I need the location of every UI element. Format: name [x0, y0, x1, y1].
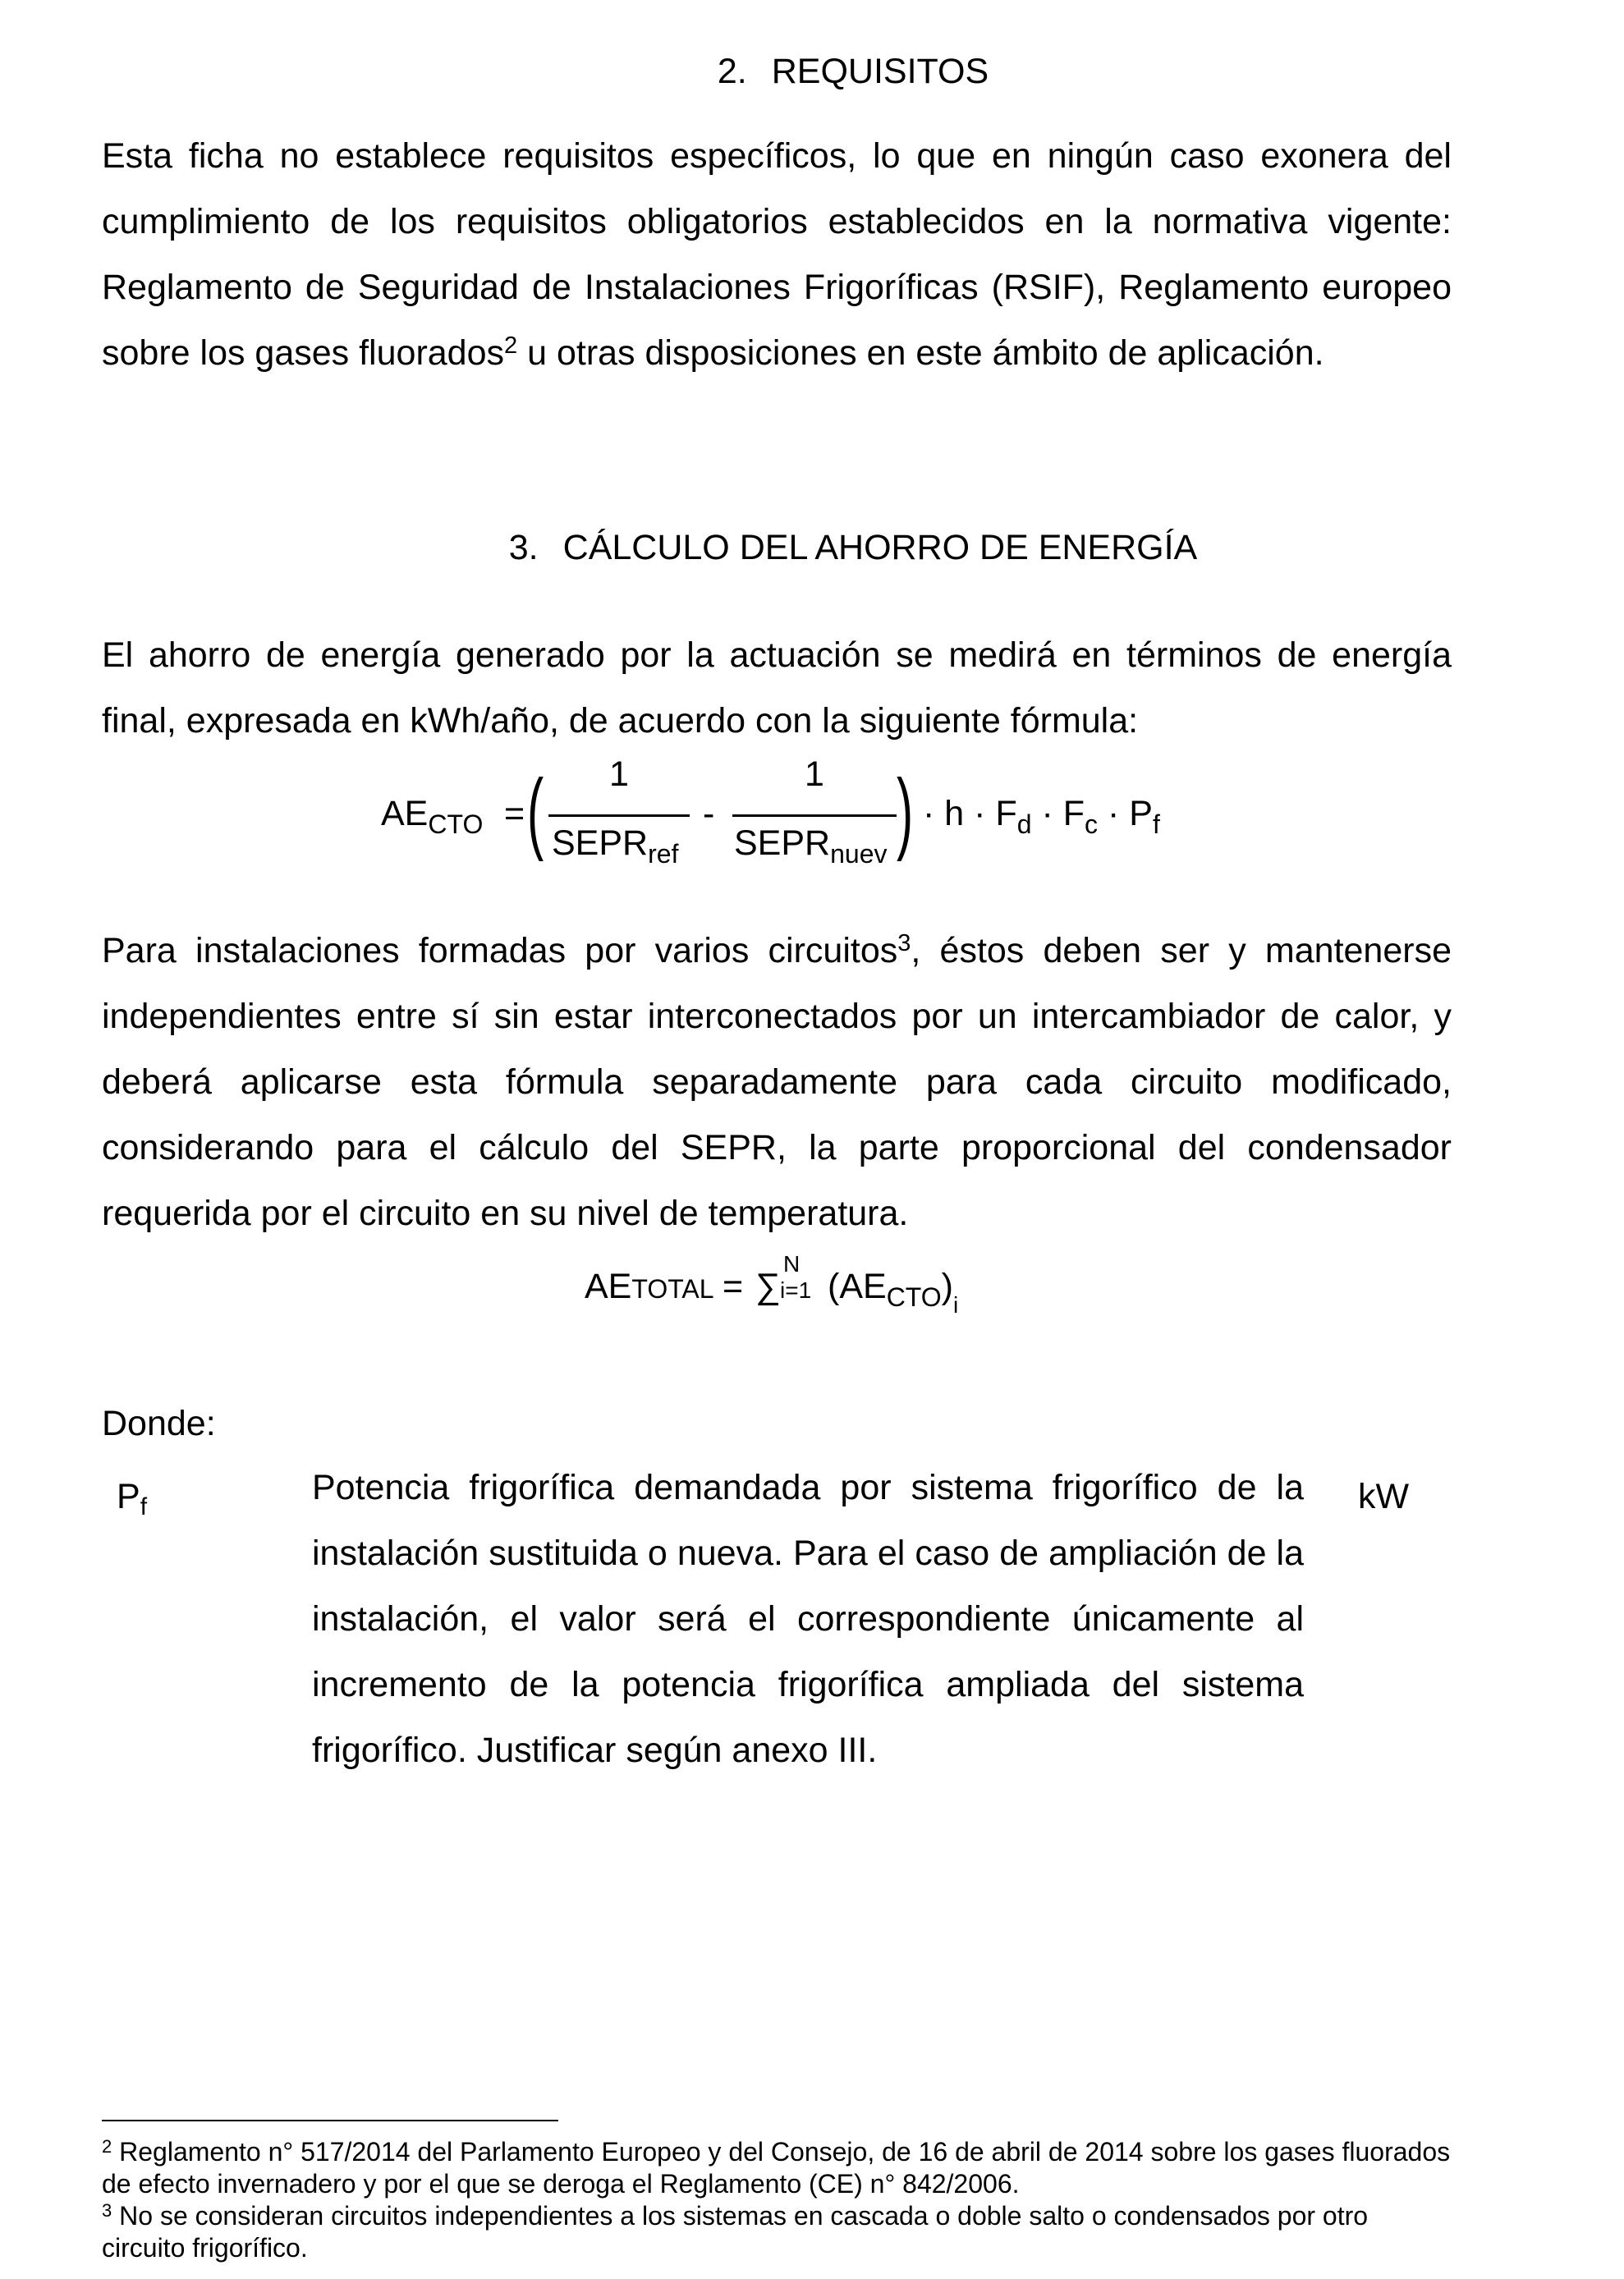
- formula2-lower-limit: i=1: [780, 1277, 812, 1303]
- formula1-denominator-2: $SEPR_{nuev}$: [734, 823, 888, 869]
- section-3-p2-part1: Para instalaciones formadas por varios circuitos: [102, 931, 898, 970]
- section-2-number: 2.: [717, 52, 747, 91]
- formula2-equals: =: [723, 1267, 744, 1306]
- section-3-title: CÁLCULO DEL AHORRO DE ENERGÍA: [562, 528, 1198, 567]
- footnotes: [102, 2136, 1457, 2264]
- formula1-fraction-bar-1: [548, 814, 690, 817]
- section-3-heading: [0, 530, 1624, 566]
- formula1-numerator-1: 1: [609, 754, 629, 794]
- section-2-title: REQUISITOS: [771, 52, 989, 91]
- formula1-fraction-bar-2: [732, 814, 897, 817]
- variable-symbol-pf: $P_f$: [117, 1477, 148, 1520]
- formula2-upper-limit: N: [783, 1251, 801, 1277]
- formula-ae-cto: [381, 755, 1202, 878]
- variable-unit-pf: kW: [1358, 1477, 1410, 1516]
- section-2-heading: [0, 54, 1624, 89]
- formula1-equals: =: [504, 794, 525, 833]
- formula1-minus: -: [703, 794, 715, 833]
- formula2-inner: $(AE_{CTO})_i$: [828, 1267, 959, 1318]
- section-3-p2-part2: , éstos deben ser y mantenerse independientes entre sí sin estar interconectados por un intercambiador de calor, y deberá aplicarse esta fórmula separadamente para cada circuito modificado, considerando para el cálculo del SEPR, la parte proporcional del condensador requerida por el circuito en su nivel de temperatura.: [102, 931, 1452, 1233]
- formula1-denominator-1: $SEPR_{ref}$: [552, 823, 679, 869]
- section-2-text-part1: Esta ficha no establece requisitos específicos, lo que en ningún caso exonera del cumplimiento de los requisitos obligatorios establecidos en la normativa vigente: Reglamento de Seguridad de Instalaciones Frigoríficas (RSIF), Reglamento europeo sobre los gases fluorados: [102, 136, 1452, 373]
- formula2-lhs: AETOTAL: [585, 1267, 714, 1306]
- formula1-paren-open: (: [527, 761, 544, 862]
- formula1-lhs: $AE_{CTO}$: [381, 794, 484, 839]
- formula1-factors: · $h \cdot F_d \cdot F_c \cdot P_f$: [923, 794, 1160, 839]
- footnote-divider: [102, 2120, 558, 2121]
- donde-label: Donde:: [102, 1404, 216, 1443]
- formula-ae-total: [585, 1253, 1077, 1327]
- section-3-intro: El ahorro de energía generado por la actuación se medirá en términos de energía final, expresada en kWh/año, de acuerdo con la siguiente fórmula:: [102, 635, 1452, 741]
- formula1-paren-close: ): [897, 761, 914, 862]
- variable-description-pf: Potencia frigorífica demandada por sistema frigorífico de la instalación sustituida o nueva. Para el caso de ampliación de la instalación, el valor será el correspondiente únicamente al incremento de la potencia frigorífica ampliada del sistema frigorífico. Justificar según anexo III.: [312, 1468, 1304, 1770]
- formula2-sigma: ∑: [755, 1267, 781, 1306]
- section-2-paragraph: [102, 123, 1452, 386]
- footnote-ref-2: 2: [504, 332, 518, 359]
- footnote-2: $^2$ Reglamento n° 517/2014 del Parlamento Europeo y del Consejo, de 16 de abril de 2014 sobre los gases fluorados de efecto invernadero y por el que se deroga el Reglamento (CE) n° 842/2006.: [102, 2136, 1451, 2199]
- footnote-3: $^3$ No se consideran circuitos independientes a los sistemas en cascada o doble salto o condensados por otro circuito frigorífico.: [102, 2200, 1369, 2263]
- section-2-text-part2: u otras disposiciones en este ámbito de aplicación.: [517, 333, 1324, 373]
- footnote-ref-3: 3: [897, 930, 911, 956]
- formula1-numerator-2: 1: [805, 754, 824, 794]
- section-3-number: 3.: [508, 528, 539, 567]
- section-3-paragraph-2: [102, 918, 1452, 1246]
